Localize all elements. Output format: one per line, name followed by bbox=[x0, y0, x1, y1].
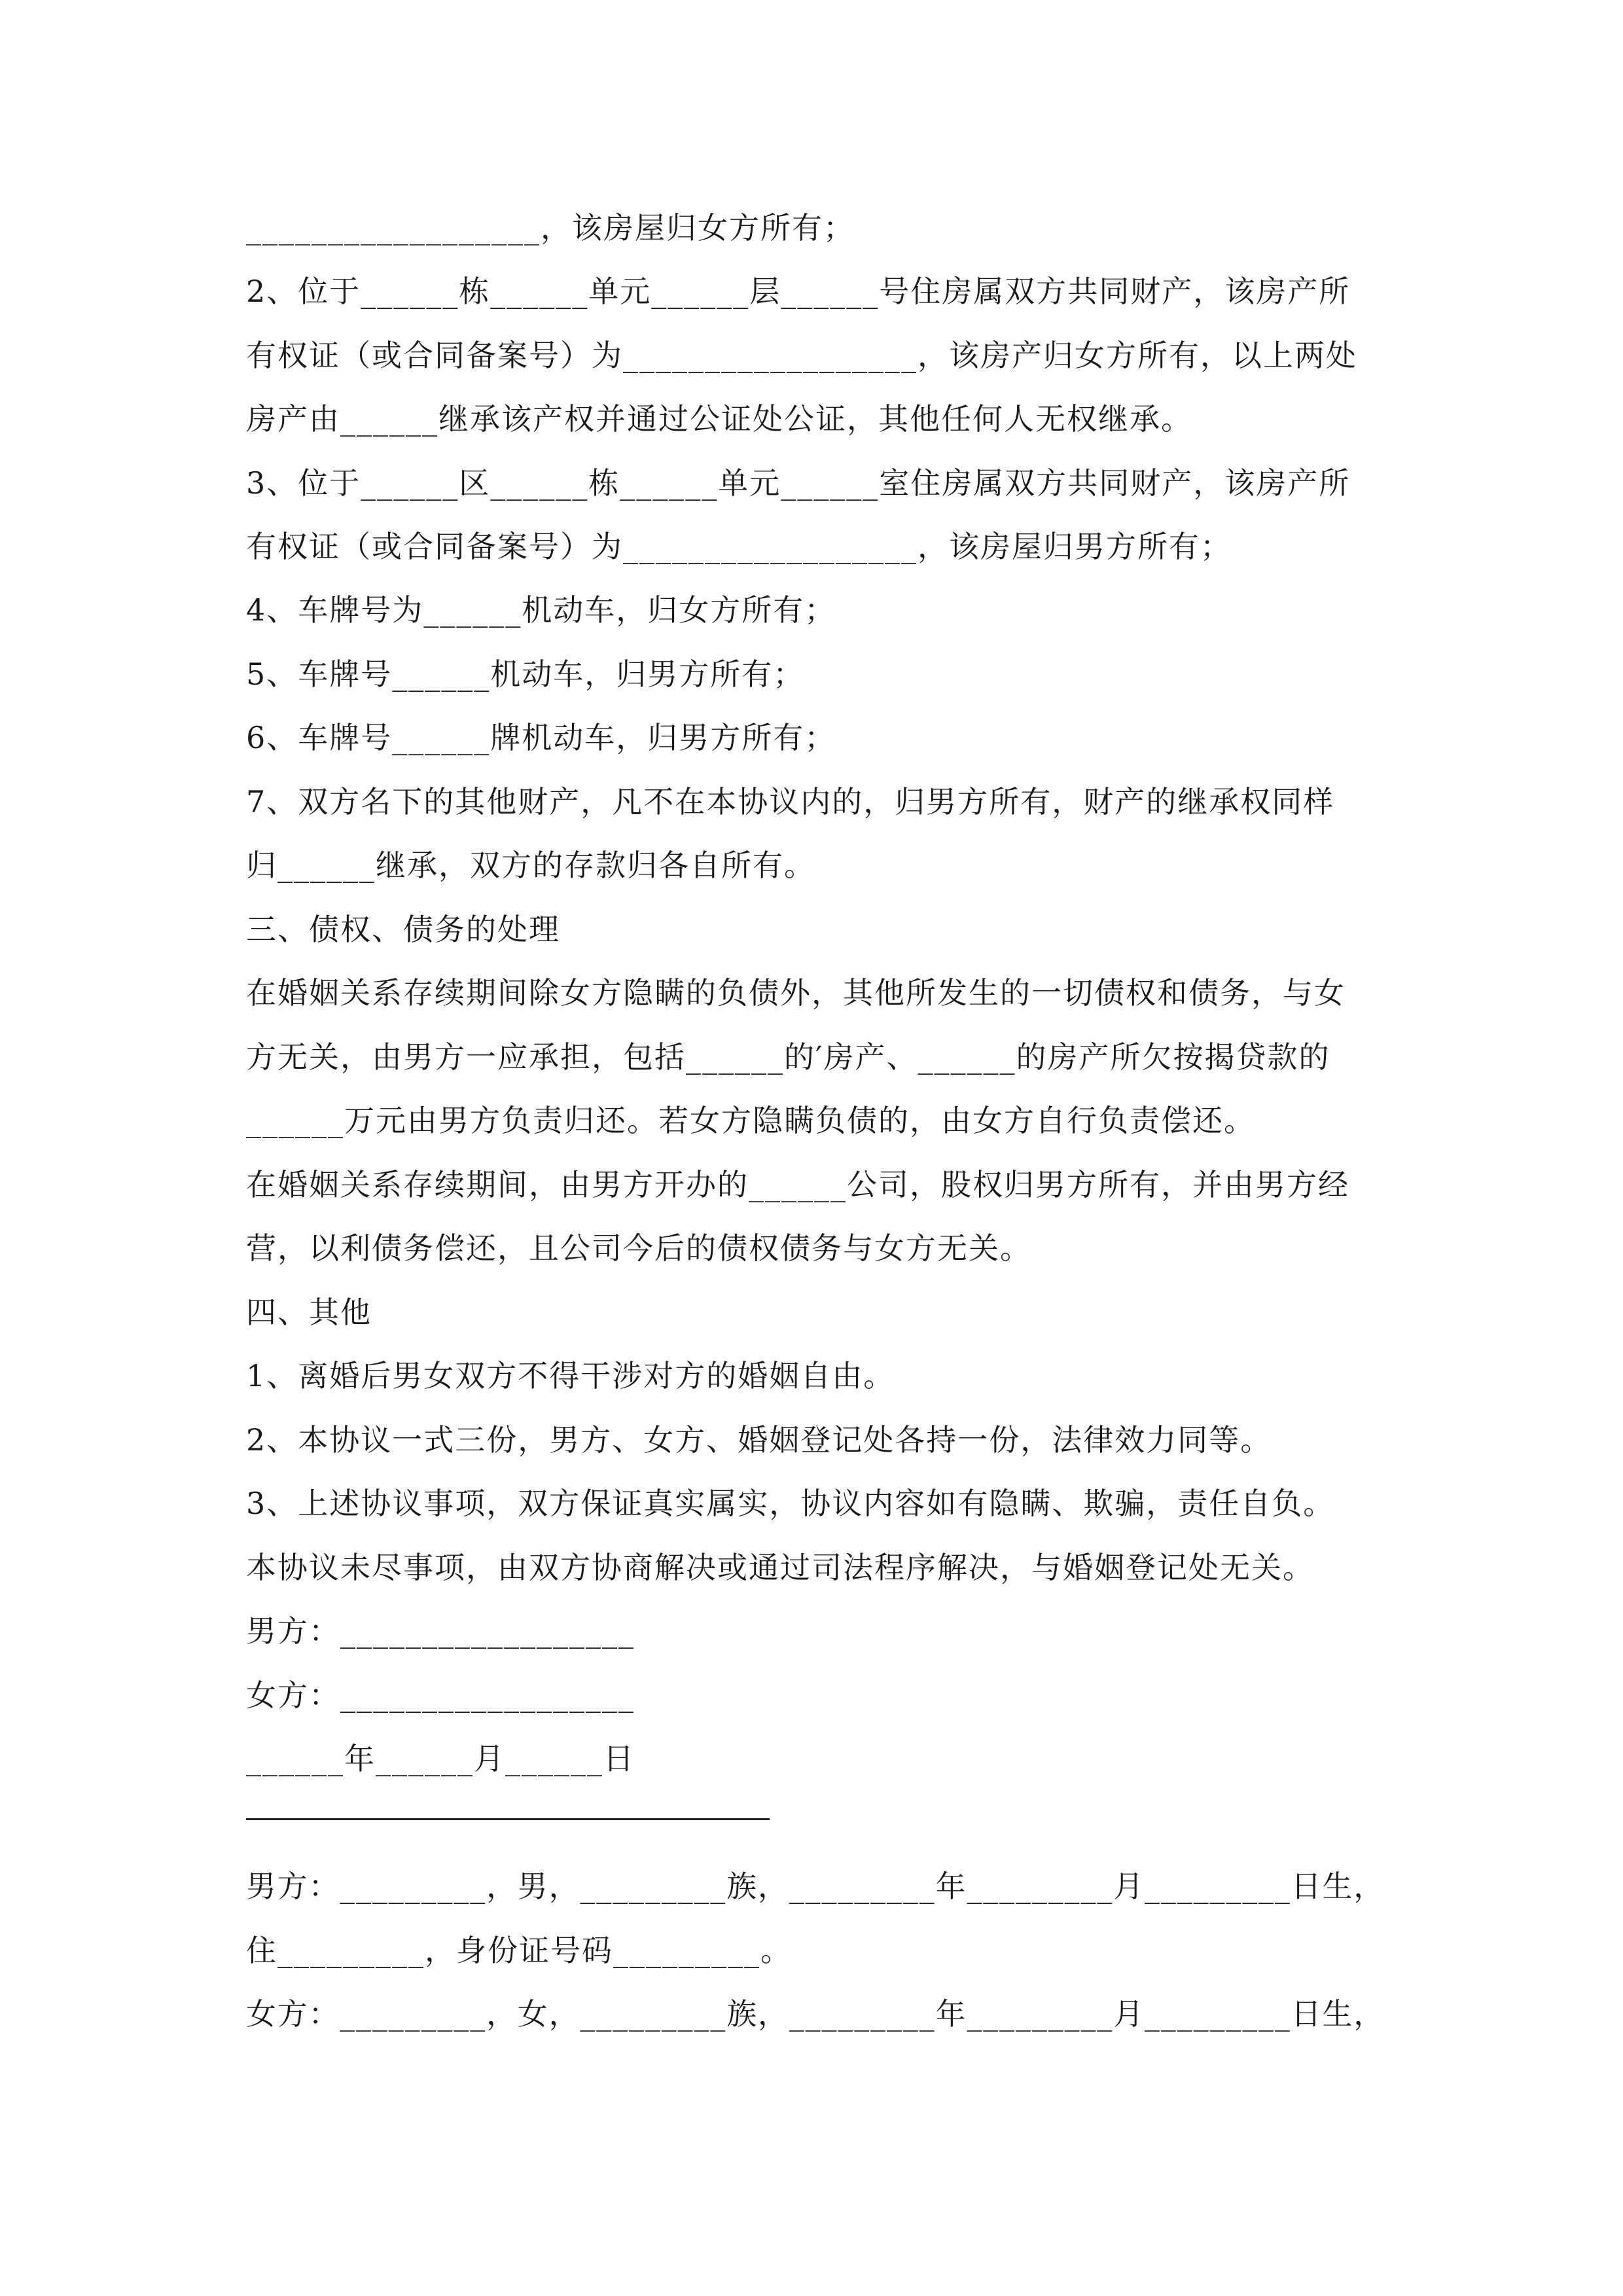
section-heading: 四、其他 bbox=[246, 1295, 372, 1330]
text-line: 营，以利债务偿还，且公司今后的债权债务与女方无关。 bbox=[246, 1230, 1031, 1266]
text-line: 有权证（或合同备案号）为__________________，该房屋归男方所有； bbox=[246, 529, 1232, 564]
text-line: 1、离婚后男女双方不得干涉对方的婚姻自由。 bbox=[246, 1358, 895, 1393]
signature-line-female: 女方：__________________ bbox=[246, 1677, 635, 1713]
text-line: 在婚姻关系存续期间，由男方开办的______公司，股权归男方所有，并由男方经 bbox=[246, 1167, 1349, 1202]
text-line: __________________，该房屋归女方所有； bbox=[246, 210, 855, 245]
section-heading: 三、债权、债务的处理 bbox=[246, 912, 560, 947]
text-line: 有权证（或合同备案号）为__________________，该房产归女方所有，以上两处 bbox=[246, 338, 1357, 373]
text-line: 3、位于______区______栋______单元______室住房属双方共同财产，该房产所 bbox=[246, 465, 1351, 501]
text-line: 方无关，由男方一应承担，包括______的′房产、______的房产所欠按揭贷款的 bbox=[246, 1039, 1330, 1075]
text-line: 男方：_________，男，_________族，_________年_________月_________日生， bbox=[246, 1869, 1385, 1904]
text-line: 2、本协议一式三份，男方、女方、婚姻登记处各持一份，法律效力同等。 bbox=[246, 1422, 1272, 1458]
text-line: 3、上述协议事项，双方保证真实属实，协议内容如有隐瞒、欺骗，责任自负。 bbox=[246, 1486, 1335, 1521]
text-line: 在婚姻关系存续期间除女方隐瞒的负债外，其他所发生的一切债权和债务，与女 bbox=[246, 975, 1346, 1011]
text-line: 7、双方名下的其他财产，凡不在本协议内的，归男方所有，财产的继承权同样 bbox=[246, 784, 1335, 819]
text-line: 归______继承，双方的存款归各自所有。 bbox=[246, 848, 815, 883]
text-line: ______万元由男方负责归还。若女方隐瞒负债的，由女方自行负责偿还。 bbox=[246, 1103, 1255, 1138]
text-line: 住_________，身份证号码_________。 bbox=[246, 1933, 792, 1968]
date-line: ______年______月______日 bbox=[246, 1741, 635, 1776]
text-line: 房产由______继承该产权并通过公证处公证，其他任何人无权继承。 bbox=[246, 401, 1192, 437]
signature-line-male: 男方：__________________ bbox=[246, 1613, 635, 1649]
text-line: 6、车牌号______牌机动车，归男方所有； bbox=[246, 720, 836, 755]
text-line: 2、位于______栋______单元______层______号住房属双方共同财产，该房产所 bbox=[246, 274, 1351, 309]
text-line: 5、车牌号______机动车，归男方所有； bbox=[246, 656, 805, 692]
section-divider bbox=[246, 1818, 770, 1820]
text-line: 4、车牌号为______机动车，归女方所有； bbox=[246, 592, 836, 628]
text-line: 本协议未尽事项，由双方协商解决或通过司法程序解决，与婚姻登记处无关。 bbox=[246, 1550, 1314, 1585]
text-line: 女方：_________，女，_________族，_________年_________月_________日生， bbox=[246, 1996, 1385, 2032]
